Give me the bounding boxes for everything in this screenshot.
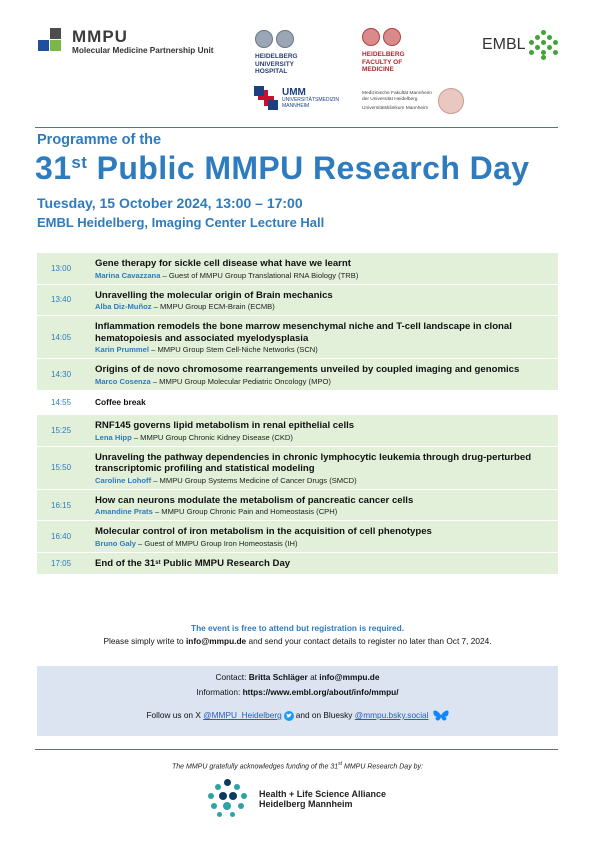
table-row: [37, 446, 558, 489]
talk-time: 14:05: [51, 332, 72, 342]
info-url-link[interactable]: https://www.embl.org/about/info/mmpu/: [242, 687, 399, 697]
talk-time: 13:00: [51, 263, 72, 273]
talk-affiliation: – Guest of MMPU Group Translational RNA Biology (TRB): [160, 270, 359, 280]
medicine-seal-icon: [383, 28, 401, 46]
talk-time: 15:25: [51, 425, 72, 435]
talk-affiliation: – Guest of MMPU Group Iron Homeostasis (IH): [135, 538, 298, 548]
umm-logo: [254, 86, 339, 110]
mmpu-squares-icon: [38, 28, 64, 52]
talk-speaker: Karin Prummel: [95, 345, 150, 355]
talk-title: Unraveling the pathway dependencies in chronic lymphocytic leukemia through drug-perturbed transcriptomic profiling and statistical modeling: [95, 451, 532, 475]
talk-affiliation: – MMPU Group Systems Medicine of Cancer Drugs (SMCD): [151, 475, 357, 485]
end-suffix: Public MMPU Research Day: [160, 557, 291, 569]
umm-cross-icon: [254, 86, 278, 110]
umm-sub-line: UNIVERSITÄTSMEDIZIN: [282, 96, 339, 103]
hospital-seal-icon: [255, 30, 273, 48]
x-handle-link[interactable]: @MMPU_Heidelberg: [203, 710, 282, 721]
heidelberg-hospital-logo: [255, 30, 298, 76]
table-row: [37, 252, 558, 284]
bluesky-butterfly-icon[interactable]: [433, 710, 449, 722]
talk-affiliation: – MMPU Group Chronic Kidney Disease (CKD): [131, 432, 293, 442]
table-row: [37, 414, 558, 446]
end-ordinal: st: [155, 559, 161, 566]
talk-time: 13:40: [51, 295, 72, 305]
talk-time: 16:40: [51, 532, 72, 542]
registration-prefix: Please simply write to: [103, 636, 186, 646]
talk-title: Molecular control of iron metabolism in the acquisition of cell phenotypes: [95, 526, 432, 538]
break-time: 14:55: [51, 397, 72, 407]
talk-time: 15:50: [51, 463, 72, 473]
event-venue: EMBL Heidelberg, Imaging Center Lecture Hall: [37, 215, 325, 230]
talk-title: Inflammation remodels the bone marrow mesenchymal niche and T-cell landscape in clonal hematopoiesis and associated myelodysplasia: [95, 321, 512, 344]
medicine-line: FACULTY OF: [362, 58, 403, 66]
contact-email-link[interactable]: info@mmpu.de: [319, 672, 380, 682]
hlsa-line: Heidelberg Mannheim: [259, 799, 353, 809]
talk-title: Unravelling the molecular origin of Brain mechanics: [95, 289, 333, 301]
title-number: 31: [35, 150, 72, 186]
hospital-line: HOSPITAL: [255, 68, 288, 75]
contact-name: Britta Schläger: [248, 672, 308, 682]
ack-suffix: MMPU Research Day by:: [342, 763, 423, 771]
end-time: 17:05: [51, 558, 72, 568]
hospital-line: UNIVERSITY: [255, 60, 295, 68]
contact-line: [37, 672, 558, 682]
umm-sub-line: MANNHEIM: [282, 102, 310, 109]
embl-name: EMBL: [482, 36, 526, 53]
acknowledgement: [0, 761, 595, 770]
hospital-line: HEIDELBERG: [255, 53, 298, 60]
medicine-seal-icon: [362, 28, 380, 46]
medicine-line: MEDICINE: [362, 66, 394, 73]
mannheim-faculty-logo: [362, 88, 467, 114]
mannheim-line: Medizinische Fakultät Mannheim: [362, 90, 432, 96]
embl-logo: [482, 30, 559, 60]
talk-title: Gene therapy for sickle cell disease what have we learnt: [95, 258, 351, 269]
mannheim-line: der Universität Heidelberg: [362, 96, 418, 102]
social-line: [37, 710, 558, 722]
talk-affiliation: – MMPU Group Chronic Pain and Homeostasis (CPH): [152, 507, 338, 517]
table-row: [37, 489, 558, 521]
header-logos: [0, 0, 595, 125]
mannheim-seal-icon: [438, 88, 464, 114]
table-row: [37, 315, 558, 358]
mmpu-name: MMPU: [72, 27, 128, 46]
medicine-line: HEIDELBERG: [362, 51, 405, 58]
talk-affiliation: – MMPU Group Stem Cell-Niche Networks (SCN): [149, 345, 318, 355]
title-name: Public MMPU Research Day: [87, 150, 530, 186]
talk-time: 16:15: [51, 500, 72, 510]
mmpu-logo: [38, 28, 214, 55]
talk-affiliation: – MMPU Group ECM-Brain (ECMB): [151, 302, 275, 312]
coffee-break-label: Coffee break: [95, 397, 146, 408]
contact-label: Contact:: [215, 672, 249, 682]
registration-suffix: and send your contact details to register no later than Oct 7, 2024.: [246, 636, 492, 646]
info-line: [37, 687, 558, 697]
talk-speaker: Caroline Lohoff: [95, 475, 152, 485]
registration-email-link[interactable]: info@mmpu.de: [185, 636, 247, 646]
registration-instructions: [0, 636, 595, 646]
ack-prefix: The MMPU gratefully acknowledges funding of the 31: [172, 763, 339, 771]
talk-title: RNF145 governs lipid metabolism in renal epithelial cells: [95, 419, 355, 431]
mmpu-subtitle: Molecular Medicine Partnership Unit: [72, 46, 214, 55]
table-row-break: [37, 390, 558, 414]
hlsa-logo: [207, 779, 386, 819]
info-label: Information:: [196, 687, 243, 697]
bluesky-prefix: and on Bluesky: [295, 710, 355, 721]
talk-speaker: Marina Cavazzana: [95, 270, 161, 280]
follow-prefix: Follow us on X: [146, 710, 204, 721]
talk-title: How can neurons modulate the metabolism of pancreatic cancer cells: [95, 494, 414, 506]
bluesky-handle-link[interactable]: @mmpu.bsky.social: [354, 710, 429, 721]
embl-hexagon-icon: [529, 30, 559, 60]
contact-at: at: [307, 672, 320, 682]
mannheim-line: Universitätsklinikum Mannheim: [362, 105, 429, 111]
registration-note: The event is free to attend but registration is required.: [191, 623, 404, 633]
header-divider: [35, 127, 558, 128]
title-ordinal: st: [71, 153, 88, 172]
talk-speaker: Alba Diz-Muñoz: [95, 302, 152, 312]
talk-speaker: Lena Hipp: [95, 432, 132, 442]
event-date: Tuesday, 15 October 2024, 13:00 – 17:00: [37, 195, 303, 211]
programme-table: [37, 252, 558, 574]
talk-title: Origins of de novo chromosome rearrangements unveiled by coupled imaging and genomics: [95, 364, 520, 376]
programme-of-label: Programme of the: [37, 132, 162, 148]
footer-divider: [35, 749, 558, 750]
contact-box: [37, 666, 558, 736]
table-row-end: [37, 552, 558, 574]
hlsa-dots-icon: [207, 779, 249, 819]
talk-speaker: Marco Cosenza: [95, 376, 151, 386]
hospital-seal-icon: [276, 30, 294, 48]
end-prefix: End of the 31: [95, 557, 156, 569]
talk-speaker: Amandine Prats: [95, 507, 153, 517]
end-label: [95, 558, 290, 570]
table-row: [37, 284, 558, 316]
heidelberg-medicine-logo: [362, 28, 405, 74]
page-title: [35, 150, 529, 187]
table-row: [37, 520, 558, 552]
twitter-bird-icon[interactable]: [284, 711, 294, 721]
hlsa-line: Health + Life Science Alliance: [259, 788, 386, 799]
ack-ordinal: st: [338, 761, 343, 767]
table-row: [37, 358, 558, 390]
talk-affiliation: – MMPU Group Molecular Pediatric Oncology (MPO): [150, 376, 331, 386]
talk-time: 14:30: [51, 370, 72, 380]
talk-speaker: Bruno Galy: [95, 538, 136, 548]
umm-name: UMM: [282, 86, 306, 98]
